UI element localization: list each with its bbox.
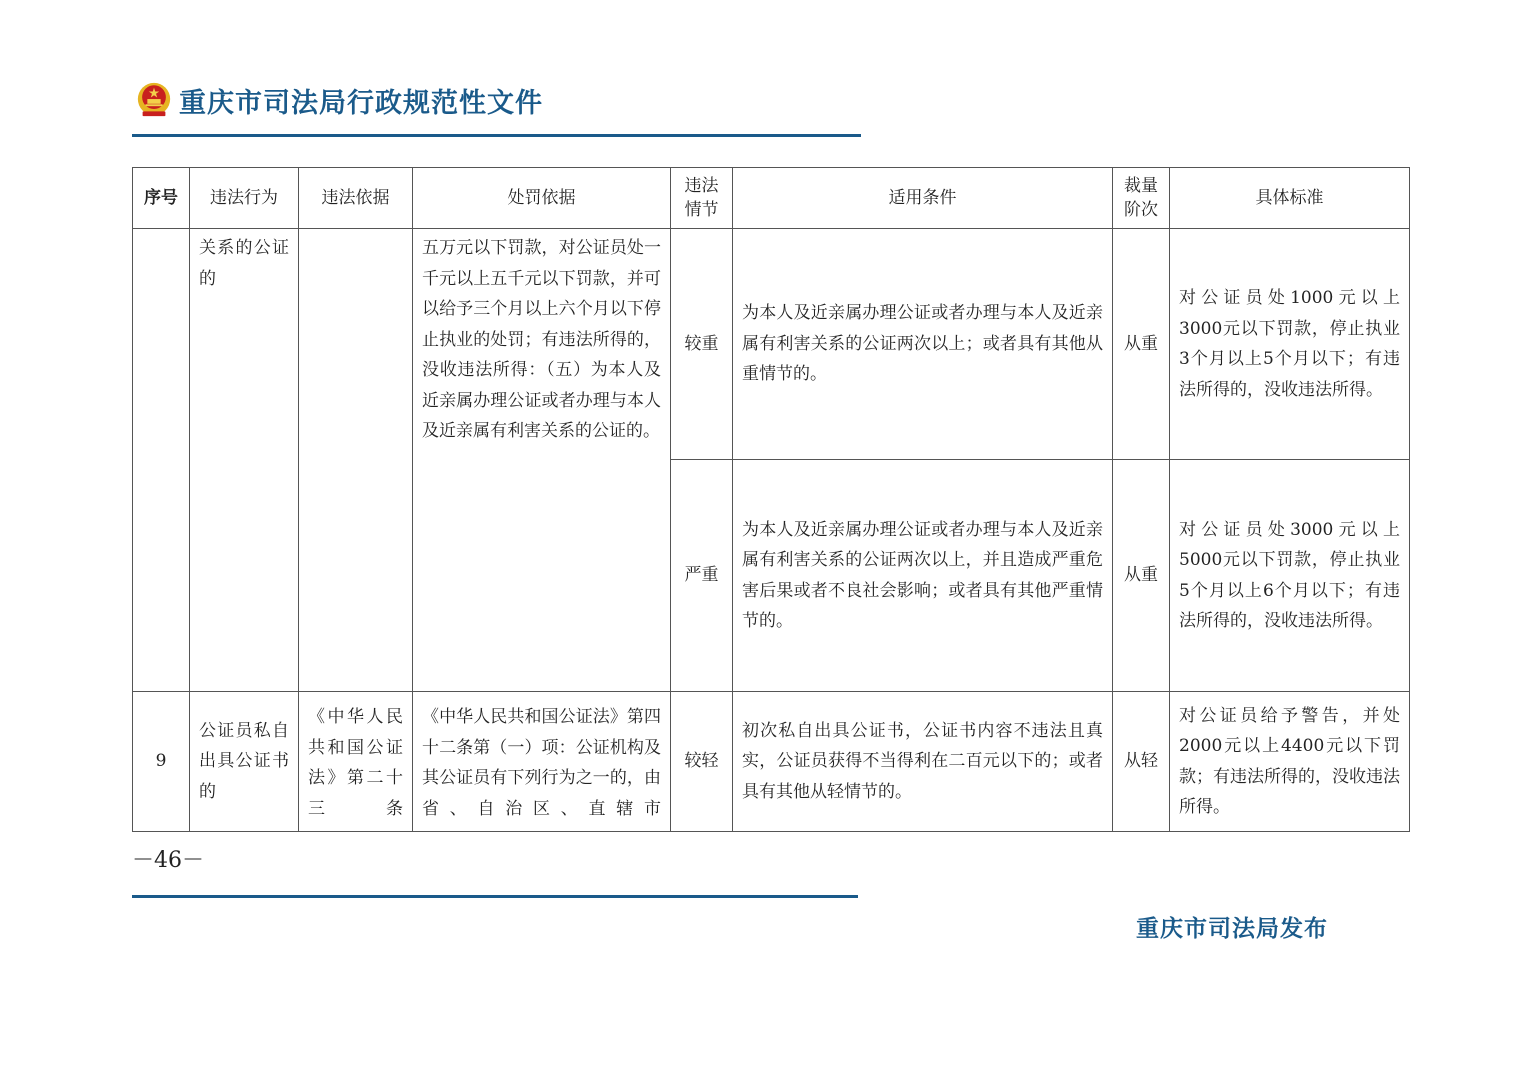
- table-header-row: [133, 168, 1410, 229]
- cell-behavior: [190, 229, 299, 692]
- cell-standard: [1170, 229, 1410, 460]
- penalty-table: [132, 167, 1410, 832]
- table-row: [133, 229, 1410, 460]
- condition-text: 为本人及近亲属办理公证或者办理与本人及近亲属有利害关系的公证两次以上，并且造成严重危害后果或者不良社会影响；或者具有其他严重情节的。: [742, 519, 1103, 631]
- cell-standard: [1170, 460, 1410, 692]
- punishment-text: 《中华人民共和国公证法》第四十二条第（一）项：公证机构及其公证员有下列行为之一的，由省、自治区、直辖市: [422, 707, 661, 819]
- cell-standard: [1170, 692, 1410, 832]
- cell-seq: [133, 229, 190, 692]
- national-emblem-icon: [135, 81, 173, 119]
- cell-behavior: [190, 692, 299, 832]
- condition-text: 初次私自出具公证书，公证书内容不违法且真实，公证员获得不当得利在二百元以下的；或者具有其他从轻情节的。: [742, 720, 1103, 802]
- cell-severity: 严重: [671, 460, 733, 692]
- col-header-severity-text: 违法情节: [684, 176, 719, 220]
- basis-text: 《中华人民共和国公证法》第二十三条: [308, 707, 403, 819]
- cell-level: 从轻: [1113, 692, 1170, 832]
- cell-punishment: [413, 229, 671, 692]
- col-header-level-text: 裁量阶次: [1124, 176, 1158, 220]
- col-header-condition: 适用条件: [733, 168, 1113, 229]
- footer-rule: [132, 895, 858, 898]
- cell-severity: 较重: [671, 229, 733, 460]
- document-header: [135, 78, 543, 122]
- standard-text: 对公证员给予警告，并处2000元以上4400元以下罚款；有违法所得的，没收违法所得。: [1179, 705, 1400, 817]
- header-rule: [132, 134, 861, 137]
- col-header-basis: 违法依据: [299, 168, 413, 229]
- cell-punishment: [413, 692, 671, 832]
- behavior-text: 关系的公证的: [199, 238, 289, 289]
- cell-seq: 9: [133, 692, 190, 832]
- standard-text: 对公证员处1000元以上3000元以下罚款，停止执业3个月以上5个月以下；有违法所得的，没收违法所得。: [1179, 288, 1400, 400]
- punishment-text: 五万元以下罚款，对公证员处一千元以上五千元以下罚款，并可以给予三个月以上六个月以下停止执业的处罚；有违法所得的，没收违法所得：（五）为本人及近亲属办理公证或者办理与本人及近亲属有利害关系的公证的。: [422, 238, 661, 441]
- condition-text: 为本人及近亲属办理公证或者办理与本人及近亲属有利害关系的公证两次以上；或者具有其他从重情节的。: [742, 303, 1103, 385]
- cell-basis: [299, 692, 413, 832]
- table-row: [133, 692, 1410, 832]
- header-title: 重庆市司法局行政规范性文件: [179, 87, 543, 119]
- col-header-level: [1113, 168, 1170, 229]
- col-header-punishment: 处罚依据: [413, 168, 671, 229]
- page-number: －46－: [132, 848, 204, 873]
- publisher-label: 重庆市司法局发布: [1136, 916, 1328, 942]
- col-header-standard: 具体标准: [1170, 168, 1410, 229]
- cell-basis: [299, 229, 413, 692]
- standard-text: 对公证员处3000元以上5000元以下罚款，停止执业5个月以上6个月以下；有违法所得的，没收违法所得。: [1179, 519, 1400, 631]
- cell-condition: [733, 229, 1113, 460]
- cell-severity: 较轻: [671, 692, 733, 832]
- cell-condition: [733, 692, 1113, 832]
- cell-level: 从重: [1113, 460, 1170, 692]
- col-header-seq: 序号: [133, 168, 190, 229]
- cell-condition: [733, 460, 1113, 692]
- cell-level: 从重: [1113, 229, 1170, 460]
- col-header-behavior: 违法行为: [190, 168, 299, 229]
- col-header-severity: [671, 168, 733, 229]
- behavior-text: 公证员私自出具公证书的: [199, 720, 289, 802]
